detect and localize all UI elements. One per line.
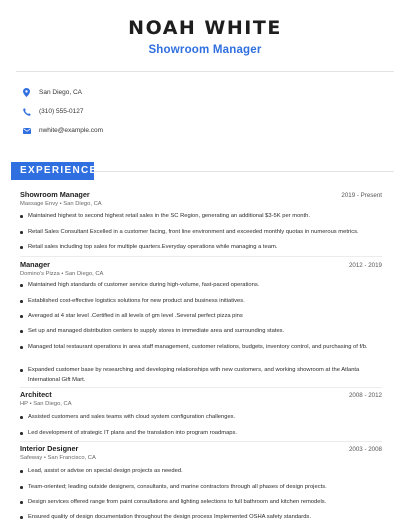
job-title: Interior Designer bbox=[20, 444, 79, 453]
contact-phone-text: (310) 555-0127 bbox=[39, 108, 84, 115]
job-location: San Diego, CA bbox=[65, 271, 104, 277]
job-dates: 2003 - 2008 bbox=[348, 446, 382, 453]
job-title: Architect bbox=[20, 390, 52, 399]
job-entry bbox=[20, 190, 382, 207]
job-entry bbox=[20, 444, 382, 461]
job-company: Safeway bbox=[20, 455, 43, 461]
job-company-line: HP • San Diego, CA bbox=[20, 401, 72, 407]
job-dates: 2012 - 2019 bbox=[348, 262, 382, 269]
job-bullet: Averaged at 4 star level .Certified in all levels of gm level .Several perfect pizza pins bbox=[20, 312, 382, 322]
job-bullet: Expanded customer base by researching and developing relationships with new customers, and working showroom at the Atlanta International Gift Mart. bbox=[20, 366, 382, 385]
job-company-line: Massage Envy • San Diego, CA bbox=[20, 201, 102, 207]
job-title: Showroom Manager bbox=[20, 190, 90, 199]
job-bullet: Maintained highest to second highest retail sales in the SC Region, generating an additional $3-5K per month. bbox=[20, 212, 382, 222]
job-bullet: Design services offered range from paint consultations and lighting selections to full bathroom and kitchen remodels. bbox=[20, 498, 382, 508]
job-dates: 2019 - Present bbox=[341, 192, 382, 199]
job-entry bbox=[20, 260, 382, 277]
job-company-line: Safeway • San Francisco, CA bbox=[20, 455, 96, 461]
contact-email-text[interactable]: nwhite@example.com bbox=[39, 127, 104, 134]
job-bullet: Lead, assist or advise on special design projects as needed. bbox=[20, 467, 382, 477]
experience-section-rule bbox=[94, 171, 394, 172]
job-divider bbox=[20, 256, 382, 257]
job-dates: 2008 - 2012 bbox=[348, 392, 382, 399]
job-company-line: Domino's Pizza • San Diego, CA bbox=[20, 271, 104, 277]
job-bullet: Team-oriented; leading outside designers, consultants, and marine contractors through all phases of design projects. bbox=[20, 483, 382, 493]
header-divider bbox=[16, 71, 394, 72]
job-bullet: Established cost-effective logistics solutions for new product and business initiatives. bbox=[20, 297, 382, 307]
job-location: San Diego, CA bbox=[33, 401, 72, 407]
job-company: Massage Envy bbox=[20, 201, 59, 207]
contact-list bbox=[22, 83, 103, 140]
job-bullet: Led development of strategic IT plans and the translation into program roadmaps. bbox=[20, 429, 382, 439]
job-bullet: Assisted customers and sales teams with cloud system configuration challenges. bbox=[20, 413, 382, 423]
contact-email[interactable] bbox=[22, 121, 103, 140]
job-bullet: Maintained high standards of customer service during high-volume, fast-paced operations. bbox=[20, 281, 382, 291]
job-divider bbox=[20, 387, 382, 388]
job-bullet: Managed total restaurant operations in area staff management, customer relations, budgets, inventory control, and purchasing of f/b. bbox=[20, 343, 382, 353]
job-divider bbox=[20, 441, 382, 442]
candidate-name: NOAH WHITE bbox=[128, 17, 282, 39]
job-location: San Diego, CA bbox=[63, 201, 102, 207]
contact-location-text: San Diego, CA bbox=[39, 89, 82, 96]
experience-section-heading: EXPERIENCE bbox=[11, 162, 94, 180]
location-pin-icon bbox=[22, 88, 31, 98]
job-location: San Francisco, CA bbox=[47, 455, 96, 461]
resume-header bbox=[0, 0, 410, 56]
job-bullet: Set up and managed distribution centers to supply stores in immediate area and surrounding states. bbox=[20, 327, 382, 337]
job-bullet: Retail sales including top sales for multiple quarters.Everyday operations while managing a team. bbox=[20, 243, 382, 253]
job-bullet: Ensured quality of design documentation throughout the design process Implemented OSHA safety standards. bbox=[20, 513, 382, 523]
contact-phone bbox=[22, 102, 103, 121]
contact-location bbox=[22, 83, 103, 102]
job-bullet: Retail Sales Consultant Excelled in a customer facing, front line environment and exceeded monthly quotas in numerous metrics. bbox=[20, 228, 382, 238]
job-entry bbox=[20, 390, 382, 407]
job-company: Domino's Pizza bbox=[20, 271, 60, 277]
phone-icon bbox=[22, 107, 31, 117]
candidate-role: Showroom Manager bbox=[148, 44, 262, 56]
email-icon bbox=[22, 126, 31, 136]
job-company: HP bbox=[20, 401, 28, 407]
job-title: Manager bbox=[20, 260, 51, 269]
